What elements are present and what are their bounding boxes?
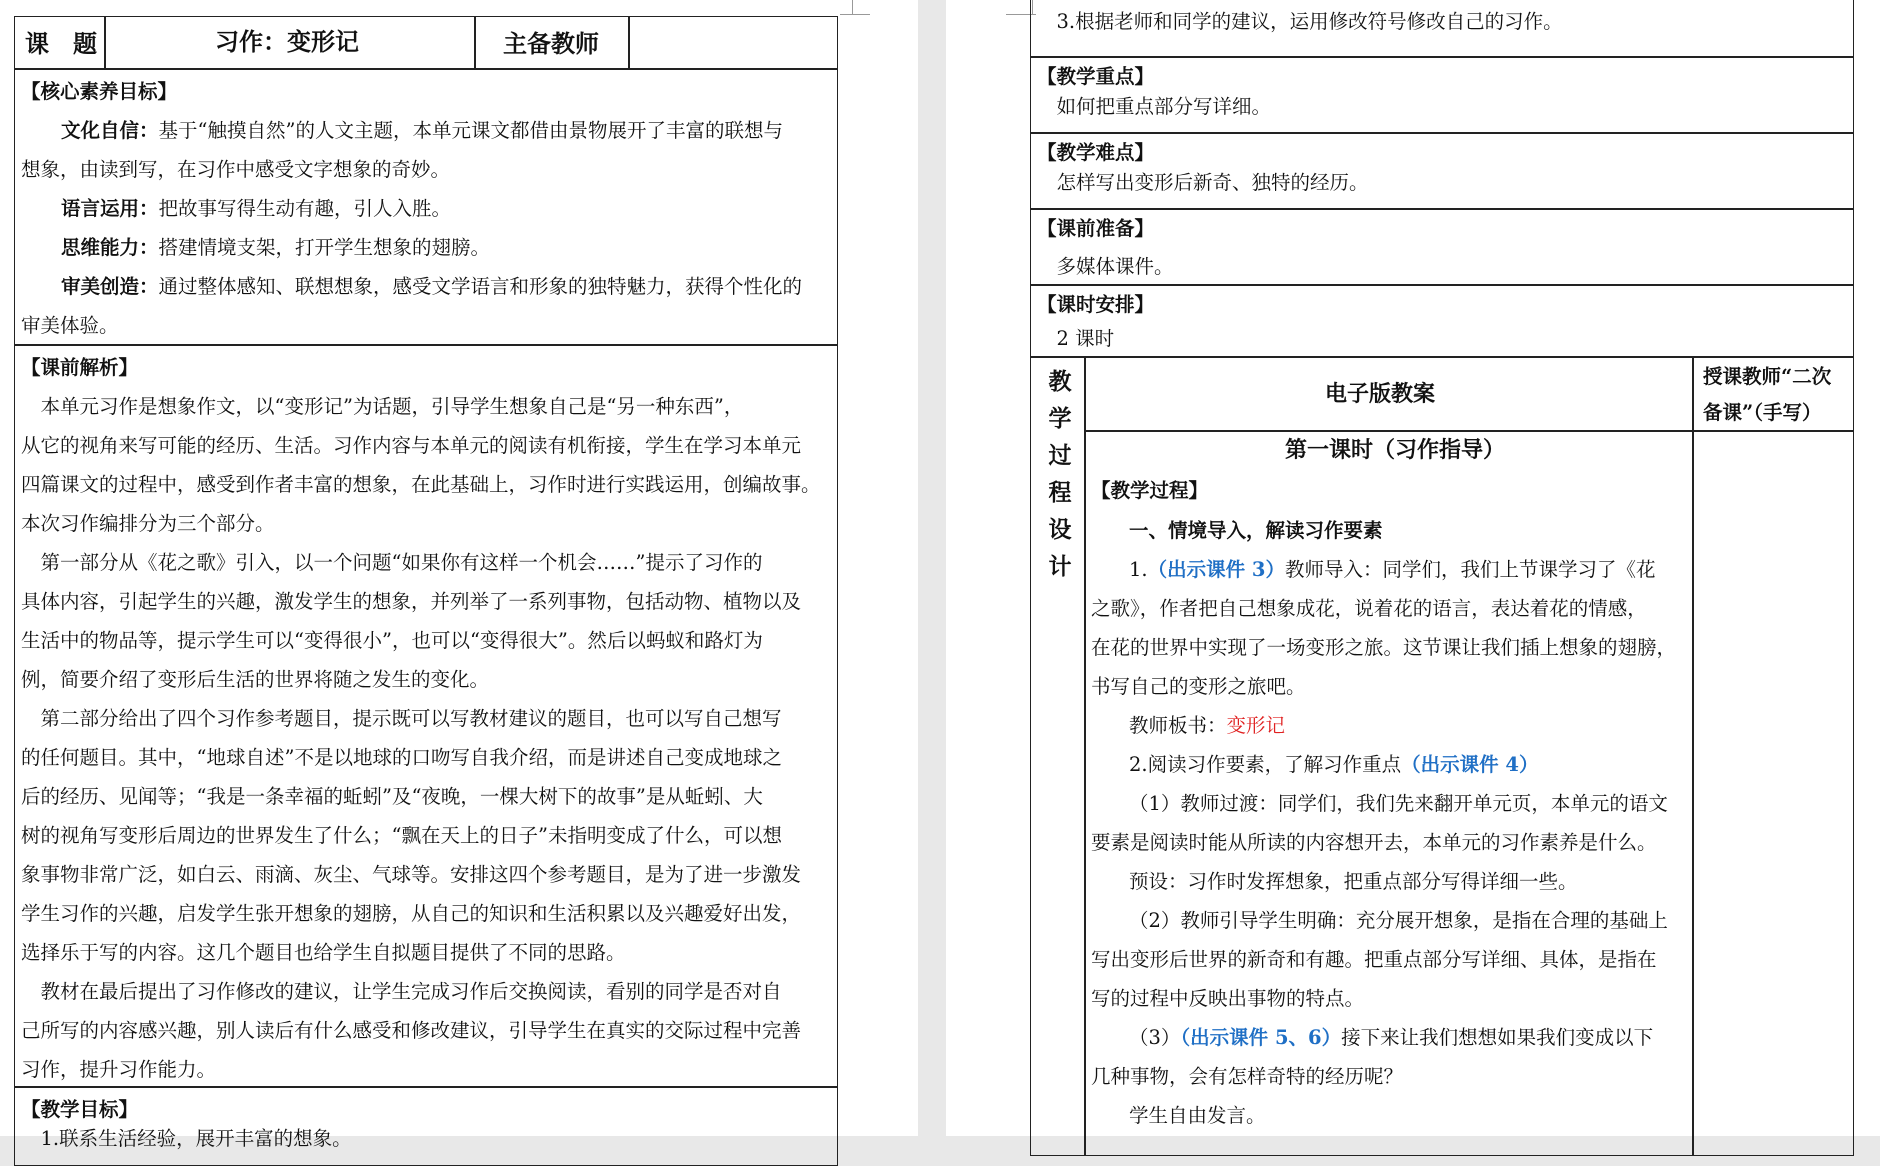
second-prep-header: 授课教师“二次 bbox=[1703, 365, 1832, 388]
analysis-line: 象事物非常广泛，如白云、雨滴、灰尘、气球等。安排这四个参考题目，是为了进一步激发 bbox=[21, 863, 802, 886]
design-side-label: 教 学 过 程 设 计 bbox=[1048, 368, 1072, 580]
preset-line: 预设：习作时发挥想象，把重点部分写得详细一些。 bbox=[1129, 870, 1578, 893]
paragraph-2-1: （1）教师过渡：同学们，我们先来翻开单元页，本单元的语文 bbox=[1129, 792, 1668, 815]
key-point-section bbox=[1030, 56, 1854, 134]
paragraph-2-2: （2）教师引导学生明确：充分展开想象，是指在合理的基础上 bbox=[1129, 909, 1668, 932]
teacher-label-cell bbox=[474, 16, 630, 70]
subject-label-cell bbox=[14, 16, 106, 70]
paragraph-1-line: 书写自己的变形之旅吧。 bbox=[1091, 675, 1306, 698]
goal-thinking: 思维能力：搭建情境支架，打开学生想象的翅膀。 bbox=[61, 236, 491, 259]
document-page-left bbox=[0, 0, 918, 1150]
goal-language: 语言运用：把故事写得生动有趣，引人入胜。 bbox=[61, 197, 452, 220]
schedule-section bbox=[1030, 284, 1854, 358]
design-right-header bbox=[1692, 356, 1854, 432]
goal-culture: 文化自信：基于“触摸自然”的人文主题，本单元课文都借由景物展开了丰富的联想与 bbox=[61, 119, 783, 142]
analysis-line: 选择乐于写的内容。这几个题目也给学生自拟题目提供了不同的思路。 bbox=[21, 941, 626, 964]
schedule-heading: 【课时安排】 bbox=[1037, 293, 1155, 316]
pre-analysis-heading: 【课前解析】 bbox=[21, 356, 139, 379]
paragraph-2-3-line: 几种事物，会有怎样奇特的经历呢？ bbox=[1091, 1065, 1404, 1088]
paragraph-1: 1.（出示课件 3）教师导入：同学们，我们上节课学习了《花 bbox=[1129, 558, 1656, 581]
subject-value-cell bbox=[104, 16, 476, 70]
analysis-line: 本次习作编排分为三个部分。 bbox=[21, 512, 275, 535]
analysis-line: 己所写的内容感兴趣，别人读后有什么感受和修改建议，引导学生在真实的交际过程中完善 bbox=[21, 1019, 802, 1042]
paragraph-2: 2.阅读习作要素，了解习作重点（出示课件 4） bbox=[1129, 753, 1539, 776]
goal-aesthetic: 审美创造：通过整体感知、联想想象，感受文学语言和形象的独特魅力，获得个性化的 bbox=[61, 275, 803, 298]
handwritten-notes-cell[interactable] bbox=[1692, 430, 1854, 1156]
analysis-line: 后的经历、见闻等；“我是一条幸福的蚯蚓”及“夜晚，一棵大树下的故事”是从蚯蚓、大 bbox=[21, 785, 763, 808]
subject-label: 课 题 bbox=[25, 29, 97, 58]
document-page-right bbox=[946, 0, 1880, 1136]
teaching-goal-line: 3.根据老师和同学的建议，运用修改符号修改自己的习作。 bbox=[1037, 10, 1563, 33]
preparation-section bbox=[1030, 208, 1854, 286]
design-content-cell bbox=[1084, 430, 1694, 1156]
paragraph-2-1-line: 要素是阅读时能从所读的内容想开去，本单元的习作素养是什么。 bbox=[1091, 831, 1657, 854]
analysis-line: 第二部分给出了四个习作参考题目，提示既可以写教材建议的题目，也可以写自己想写 bbox=[21, 707, 782, 730]
board-writing: 教师板书：变形记 bbox=[1129, 714, 1286, 737]
teacher-label: 主备教师 bbox=[503, 29, 599, 58]
preparation-heading: 【课前准备】 bbox=[1037, 217, 1155, 240]
process-heading: 【教学过程】 bbox=[1091, 479, 1209, 502]
analysis-line: 从它的视角来写可能的经历、生活。习作内容与本单元的阅读有机衔接，学生在学习本单元 bbox=[21, 434, 802, 457]
teaching-goals-section bbox=[14, 1086, 838, 1166]
goals-continued-section bbox=[1030, 0, 1854, 58]
preparation-content: 多媒体课件。 bbox=[1037, 255, 1174, 278]
analysis-line: 的任何题目。其中，“地球自述”不是以地球的口吻写自我介绍，而是讲述自己变成地球之 bbox=[21, 746, 782, 769]
analysis-line: 学生习作的兴趣，启发学生张开想象的翅膀，从自己的知识和生活积累以及兴趣爱好出发， bbox=[21, 902, 802, 925]
step1-heading: 一、情境导入，解读习作要素 bbox=[1129, 519, 1383, 542]
difficulty-content: 怎样写出变形后新奇、独特的经历。 bbox=[1037, 171, 1369, 194]
key-point-heading: 【教学重点】 bbox=[1037, 65, 1155, 88]
crop-mark bbox=[852, 0, 853, 14]
teaching-goals-heading: 【教学目标】 bbox=[21, 1098, 139, 1121]
free-speech-line: 学生自由发言。 bbox=[1129, 1104, 1266, 1127]
core-goals-section bbox=[14, 68, 838, 346]
analysis-line: 生活中的物品等，提示学生可以“变得很小”，也可以“变得很大”。然后以蚂蚁和路灯为 bbox=[21, 629, 763, 652]
pre-analysis-section bbox=[14, 344, 838, 1088]
analysis-line: 四篇课文的过程中，感受到作者丰富的想象，在此基础上，习作时进行实践运用，创编故事。 bbox=[21, 473, 821, 496]
key-point-content: 如何把重点部分写详细。 bbox=[1037, 95, 1272, 118]
teacher-value-cell[interactable] bbox=[628, 16, 838, 70]
goal-culture-cont: 想象，由读到写，在习作中感受文字想象的奇妙。 bbox=[21, 158, 451, 181]
design-side-label-cell bbox=[1030, 356, 1086, 1156]
design-center-header bbox=[1084, 356, 1694, 432]
paragraph-1-line: 在花的世界中实现了一场变形之旅。这节课让我们插上想象的翅膀， bbox=[1091, 636, 1677, 659]
core-goals-heading: 【核心素养目标】 bbox=[21, 80, 178, 103]
analysis-line: 树的视角写变形后周边的世界发生了什么；“飘在天上的日子”未指明变成了什么，可以想 bbox=[21, 824, 782, 847]
paragraph-1-line: 之歌》，作者把自己想象成花，说着花的语言，表达着花的情感， bbox=[1091, 597, 1647, 620]
paragraph-2-3: （3）（出示课件 5、6）接下来让我们想想如果我们变成以下 bbox=[1129, 1026, 1654, 1049]
lesson-title: 习作：变形记 bbox=[215, 27, 359, 56]
paragraph-2-2-line: 写的过程中反映出事物的特点。 bbox=[1091, 987, 1365, 1010]
analysis-line: 例，简要介绍了变形后生活的世界将随之发生的变化。 bbox=[21, 668, 490, 691]
analysis-line: 具体内容，引起学生的兴趣，激发学生的想象，并列举了一系列事物，包括动物、植物以及 bbox=[21, 590, 802, 613]
second-prep-header: 备课”（手写） bbox=[1703, 401, 1822, 424]
analysis-line: 本单元习作是想象作文，以“变形记”为话题，引导学生想象自己是“另一种东西”， bbox=[21, 395, 744, 418]
analysis-line: 教材在最后提出了习作修改的建议，让学生完成习作后交换阅读，看别的同学是否对自 bbox=[21, 980, 782, 1003]
teaching-goal-line: 1.联系生活经验，展开丰富的想象。 bbox=[21, 1127, 352, 1150]
analysis-line: 第一部分从《花之歌》引入，以一个问题“如果你有这样一个机会……”提示了习作的 bbox=[21, 551, 763, 574]
goal-aesthetic-cont: 审美体验。 bbox=[21, 314, 119, 337]
analysis-line: 习作，提升习作能力。 bbox=[21, 1058, 217, 1081]
paragraph-2-2-line: 写出变形后世界的新奇和有趣。把重点部分写详细、具体，是指在 bbox=[1091, 948, 1657, 971]
difficulty-section bbox=[1030, 132, 1854, 210]
crop-mark bbox=[840, 14, 870, 15]
first-lesson-title: 第一课时（习作指导） bbox=[1285, 437, 1506, 463]
difficulty-heading: 【教学难点】 bbox=[1037, 141, 1155, 164]
electronic-plan-header: 电子版教案 bbox=[1325, 381, 1436, 407]
schedule-content: 2 课时 bbox=[1037, 327, 1115, 350]
